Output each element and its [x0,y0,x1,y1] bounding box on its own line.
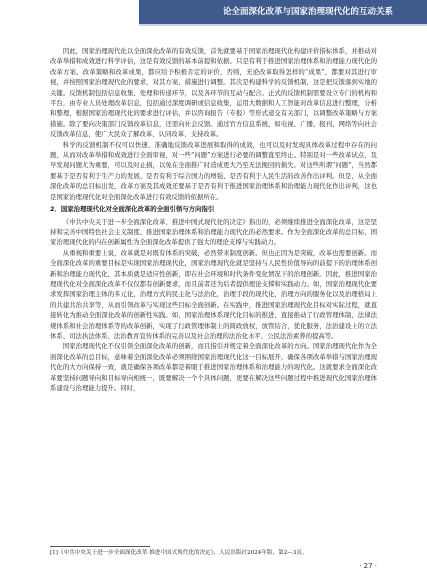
page-number: · 27 · [359,562,377,570]
body-paragraph: 国家治理现代化不仅引领全面深化改革的创新，而且指引并规定着全面深化改革的方向。国家治理现代化作为全面深化改革的总目标，意味着全面深化改革必须围绕国家治理现代化这一目标展开，确保各项改革举措与国家治理现代化的大方向保持一致，就是确保各项改革都是着眼于推进国家治理体系和治理能力的现代化。这就要求全面深化改革要坚持问题导向和目标导向相统一，既要解决一个个具体问题，更要在解决这些问题过程中推进现代化国家治理体系建设与治理能力提升。同时， [50,342,377,392]
footnote-divider [50,546,150,547]
body-paragraph: 从重视和重要上说，改革就是对既有体系的突破，必然带来制度创新。但也正因为是突破，改革也需要创新。而全面深化改革的重要目标是实现国家治理现代化，国家治理现代化就是坚持与人民性价值导向的前提下的治理体系创新和治理能力现代化，其本质就是适应性创新，即在社会环境和时代条件变化情况下的治理创新。因此，推进国家治理现代化对全面深化改革不仅仅都有创新要求，而且前者还为后者提供理论支撑和实践动力。如，国家治理现代化要求发挥国家治理主体的多元化，治理方式的民主化与法治化，治理手段的现代化，治理方向的服务化以及治理格局上的共建共治共享等，从而引领改革与实现这些目标全面创新。在实践中，推进国家治理现代化目标对实际过程，就直接转化为推动全面深化改革的创新性实践。如，国家治理体系现代化目标的推进，直接推动了行政管理体制，法律法规体系和社会治理体系等的改革创新，实现了行政管理体制上的简政放权，放管结合，优化服务，法治建设上的立法体系、司法执法体系、法治教育宣传体系的完善以及社会治理的法治化水平，公民法治素养的提高等。 [50,248,377,340]
running-header: 论全面深化改革与国家治理现代化的互动关系 [139,0,427,24]
header-underline [139,24,427,26]
body-paragraph: 科学的反馈机制不仅可以快速、准确地反馈改革进展和取得的成效，也可以及时发现具体改革过程中存在的问题，从而对改革举措和成效进行全面审视，对一些“问题”方案进行必要的调整直至终止。特别是对一些改革试点，及早发现问题尤为重要，可以及时止损，以免在全面推广时造成更大乃至无法挽回的损失。对这些所谓“问题”，当然都要基于是否有利于生产力的发展、是否有利于综合国力的增强、是否有利于人民生活的改善作出评判。但是，从全面深化改革的总目标出发，改革方案及其成效还要基于是否有利于推进国家治理体系和治理能力现代化作出评判，这也是国家治理现代化对全面深化改革进行有效反馈的依据所在。 [50,140,377,201]
section-heading: 2．国家治理现代化对全面深化改革的全面引领与方向指引 [50,205,215,214]
body-paragraph: 因此，国家治理现代化以全面深化改革的有效反馈，首先就要基于国家治理现代化构建评价指标体系，并推动对改革举措和成效进行科学评估，这是有效反馈的基本前提和依据。只是有利于推进国家治理体系和治理能力现代化的改革方案、改革策略和改革成果，都应给予积极肯定的评价，否则，无论改革取得怎样的“成果”，都要对其进行审视，并按照国家治理现代化的要求，对其方案、措施进行调整。其次是构建科学的反馈机制，这是把反馈落到实地的关键。反馈机制包括信息收集、处理和传递环节，以及各环节的互动与配合。正式的反馈机制需要设立专门的机构和平台，由专业人员处理改革信息，包括通过深度调研或信息收集，运用大数据和人工智能对改革信息进行整理，分析和整理，根据国家治理现代化的要求进行评估，并以咨询报告（专报）等形式递交有关部门，以调整改革策略与方案措施。除了要向决策部门反馈改革信息，还需向社会反馈。通过官方信息系统，如电视、广播、报刊、网络等向社会反馈改革信息，使广大民众了解改革，认同改革，支持改革。 [50,47,377,139]
footnote: [1]《中共中央关于进一步全面深化改革 推进中国式现代化的决定》，人民出版社2024年版，第2—3页。 [50,550,308,556]
article-body [50,46,377,393]
body-paragraph: 《中共中央关于进一步全面深化改革、推进中国式现代化的决定》指出的，必须继续推进全面深化改革，这是坚持和完善中国特色社会主义制度、推进国家治理体系和治理能力现代化的必然要求。作为全面深化改革的总目标，国家治理现代化的内在创新属性为全面深化改革提供了强大的理论支撑与实践动力。 [50,217,377,247]
